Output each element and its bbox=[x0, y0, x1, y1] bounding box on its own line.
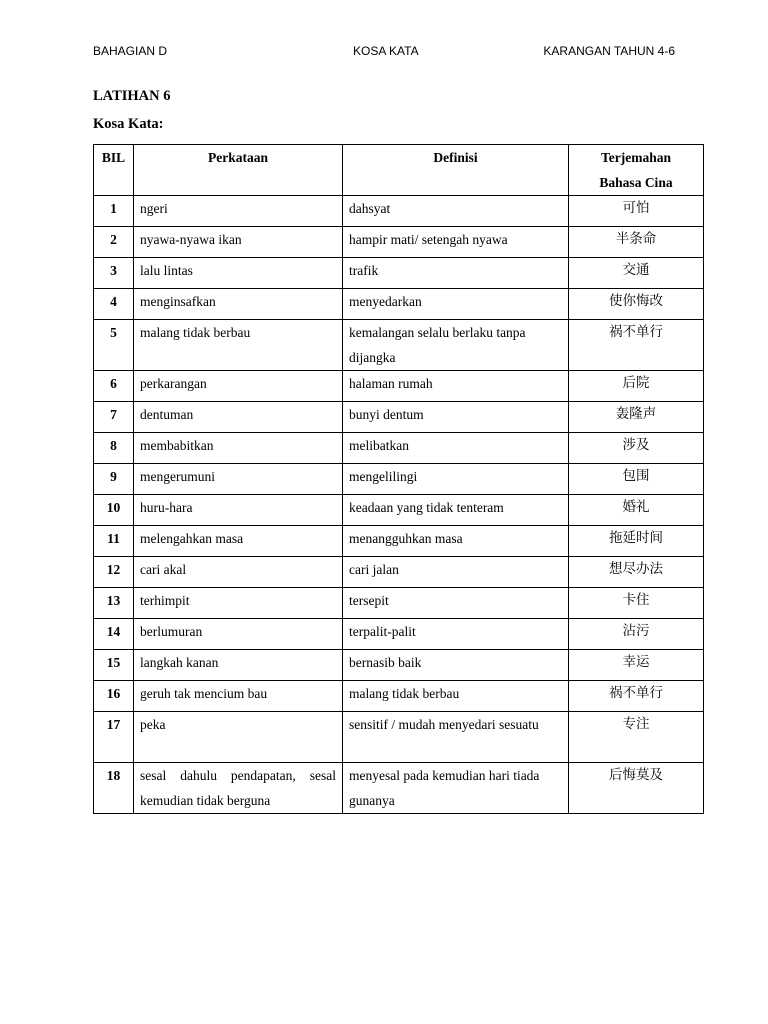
chinese-translation-cell: 拖延时间 bbox=[569, 526, 704, 557]
chinese-translation-cell: 半条命 bbox=[569, 227, 704, 258]
chinese-translation-cell: 幸运 bbox=[569, 650, 704, 681]
table-row bbox=[94, 588, 704, 619]
table-row bbox=[94, 712, 704, 763]
word-cell: perkarangan bbox=[134, 371, 343, 402]
definition-cell: cari jalan bbox=[343, 557, 569, 588]
word-cell: huru-hara bbox=[134, 495, 343, 526]
header-topic-label: KOSA KATA bbox=[353, 44, 419, 58]
table-row bbox=[94, 258, 704, 289]
row-number: 17 bbox=[94, 712, 134, 763]
definition-cell: hampir mati/ setengah nyawa bbox=[343, 227, 569, 258]
column-header-bil: BIL bbox=[94, 145, 134, 196]
definition-cell: mengelilingi bbox=[343, 464, 569, 495]
table-row bbox=[94, 289, 704, 320]
word-cell: menginsafkan bbox=[134, 289, 343, 320]
row-number: 14 bbox=[94, 619, 134, 650]
row-number: 13 bbox=[94, 588, 134, 619]
column-header-terjemahan bbox=[569, 145, 704, 196]
table-row bbox=[94, 196, 704, 227]
definition-cell: bunyi dentum bbox=[343, 402, 569, 433]
definition-cell: tersepit bbox=[343, 588, 569, 619]
chinese-translation-cell: 想尽办法 bbox=[569, 557, 704, 588]
chinese-translation-cell: 祸不单行 bbox=[569, 681, 704, 712]
row-number: 10 bbox=[94, 495, 134, 526]
table-row bbox=[94, 495, 704, 526]
chinese-translation-cell: 后悔莫及 bbox=[569, 763, 704, 814]
column-header-perkataan: Perkataan bbox=[134, 145, 343, 196]
definition-cell: menyedarkan bbox=[343, 289, 569, 320]
word-cell: sesal dahulu pendapatan, sesal kemudian tidak berguna bbox=[134, 763, 343, 814]
vocabulary-subtitle: Kosa Kata: bbox=[93, 116, 164, 132]
row-number: 12 bbox=[94, 557, 134, 588]
definition-cell: menangguhkan masa bbox=[343, 526, 569, 557]
word-cell: geruh tak mencium bau bbox=[134, 681, 343, 712]
definition-cell: sensitif / mudah menyedari sesuatu bbox=[343, 712, 569, 763]
table-row bbox=[94, 227, 704, 258]
definition-cell: keadaan yang tidak tenteram bbox=[343, 495, 569, 526]
row-number: 3 bbox=[94, 258, 134, 289]
word-cell: melengahkan masa bbox=[134, 526, 343, 557]
chinese-translation-cell: 婚礼 bbox=[569, 495, 704, 526]
chinese-translation-cell: 轰隆声 bbox=[569, 402, 704, 433]
row-number: 11 bbox=[94, 526, 134, 557]
chinese-translation-cell: 包围 bbox=[569, 464, 704, 495]
header-section-label: BAHAGIAN D bbox=[93, 44, 168, 58]
word-cell: lalu lintas bbox=[134, 258, 343, 289]
word-cell: berlumuran bbox=[134, 619, 343, 650]
table-row bbox=[94, 763, 704, 814]
table-row bbox=[94, 402, 704, 433]
chinese-translation-cell: 卡住 bbox=[569, 588, 704, 619]
table-row bbox=[94, 526, 704, 557]
row-number: 7 bbox=[94, 402, 134, 433]
row-number: 9 bbox=[94, 464, 134, 495]
word-cell: mengerumuni bbox=[134, 464, 343, 495]
table-row bbox=[94, 619, 704, 650]
table-header-row bbox=[94, 145, 704, 196]
word-cell: peka bbox=[134, 712, 343, 763]
word-cell: dentuman bbox=[134, 402, 343, 433]
row-number: 18 bbox=[94, 763, 134, 814]
row-number: 4 bbox=[94, 289, 134, 320]
chinese-translation-cell: 使你悔改 bbox=[569, 289, 704, 320]
word-cell: langkah kanan bbox=[134, 650, 343, 681]
word-cell: membabitkan bbox=[134, 433, 343, 464]
chinese-translation-cell: 交通 bbox=[569, 258, 704, 289]
definition-cell: kemalangan selalu berlaku tanpa dijangka bbox=[343, 320, 569, 371]
chinese-translation-cell: 可怕 bbox=[569, 196, 704, 227]
row-number: 2 bbox=[94, 227, 134, 258]
header-course-label: KARANGAN TAHUN 4-6 bbox=[543, 44, 675, 58]
definition-cell: halaman rumah bbox=[343, 371, 569, 402]
definition-cell: trafik bbox=[343, 258, 569, 289]
row-number: 1 bbox=[94, 196, 134, 227]
table-row bbox=[94, 650, 704, 681]
table-row bbox=[94, 464, 704, 495]
table-row bbox=[94, 433, 704, 464]
chinese-translation-cell: 祸不单行 bbox=[569, 320, 704, 371]
row-number: 16 bbox=[94, 681, 134, 712]
definition-cell: menyesal pada kemudian hari tiada gunanya bbox=[343, 763, 569, 814]
word-cell: ngeri bbox=[134, 196, 343, 227]
row-number: 6 bbox=[94, 371, 134, 402]
word-cell: malang tidak berbau bbox=[134, 320, 343, 371]
table-row bbox=[94, 320, 704, 371]
exercise-title: LATIHAN 6 bbox=[93, 88, 171, 104]
word-cell: cari akal bbox=[134, 557, 343, 588]
definition-cell: dahsyat bbox=[343, 196, 569, 227]
word-cell: nyawa-nyawa ikan bbox=[134, 227, 343, 258]
column-header-definisi: Definisi bbox=[343, 145, 569, 196]
table-row bbox=[94, 557, 704, 588]
column-header-terjemahan-line1: Terjemahan bbox=[601, 150, 671, 165]
word-cell: terhimpit bbox=[134, 588, 343, 619]
page-header bbox=[93, 44, 675, 60]
row-number: 8 bbox=[94, 433, 134, 464]
table-row bbox=[94, 371, 704, 402]
vocabulary-table bbox=[93, 144, 704, 814]
row-number: 5 bbox=[94, 320, 134, 371]
row-number: 15 bbox=[94, 650, 134, 681]
table-row bbox=[94, 681, 704, 712]
definition-cell: bernasib baik bbox=[343, 650, 569, 681]
chinese-translation-cell: 专注 bbox=[569, 712, 704, 763]
chinese-translation-cell: 后院 bbox=[569, 371, 704, 402]
definition-cell: melibatkan bbox=[343, 433, 569, 464]
chinese-translation-cell: 涉及 bbox=[569, 433, 704, 464]
chinese-translation-cell: 沾污 bbox=[569, 619, 704, 650]
column-header-terjemahan-line2: Bahasa Cina bbox=[599, 175, 673, 190]
definition-cell: malang tidak berbau bbox=[343, 681, 569, 712]
definition-cell: terpalit-palit bbox=[343, 619, 569, 650]
